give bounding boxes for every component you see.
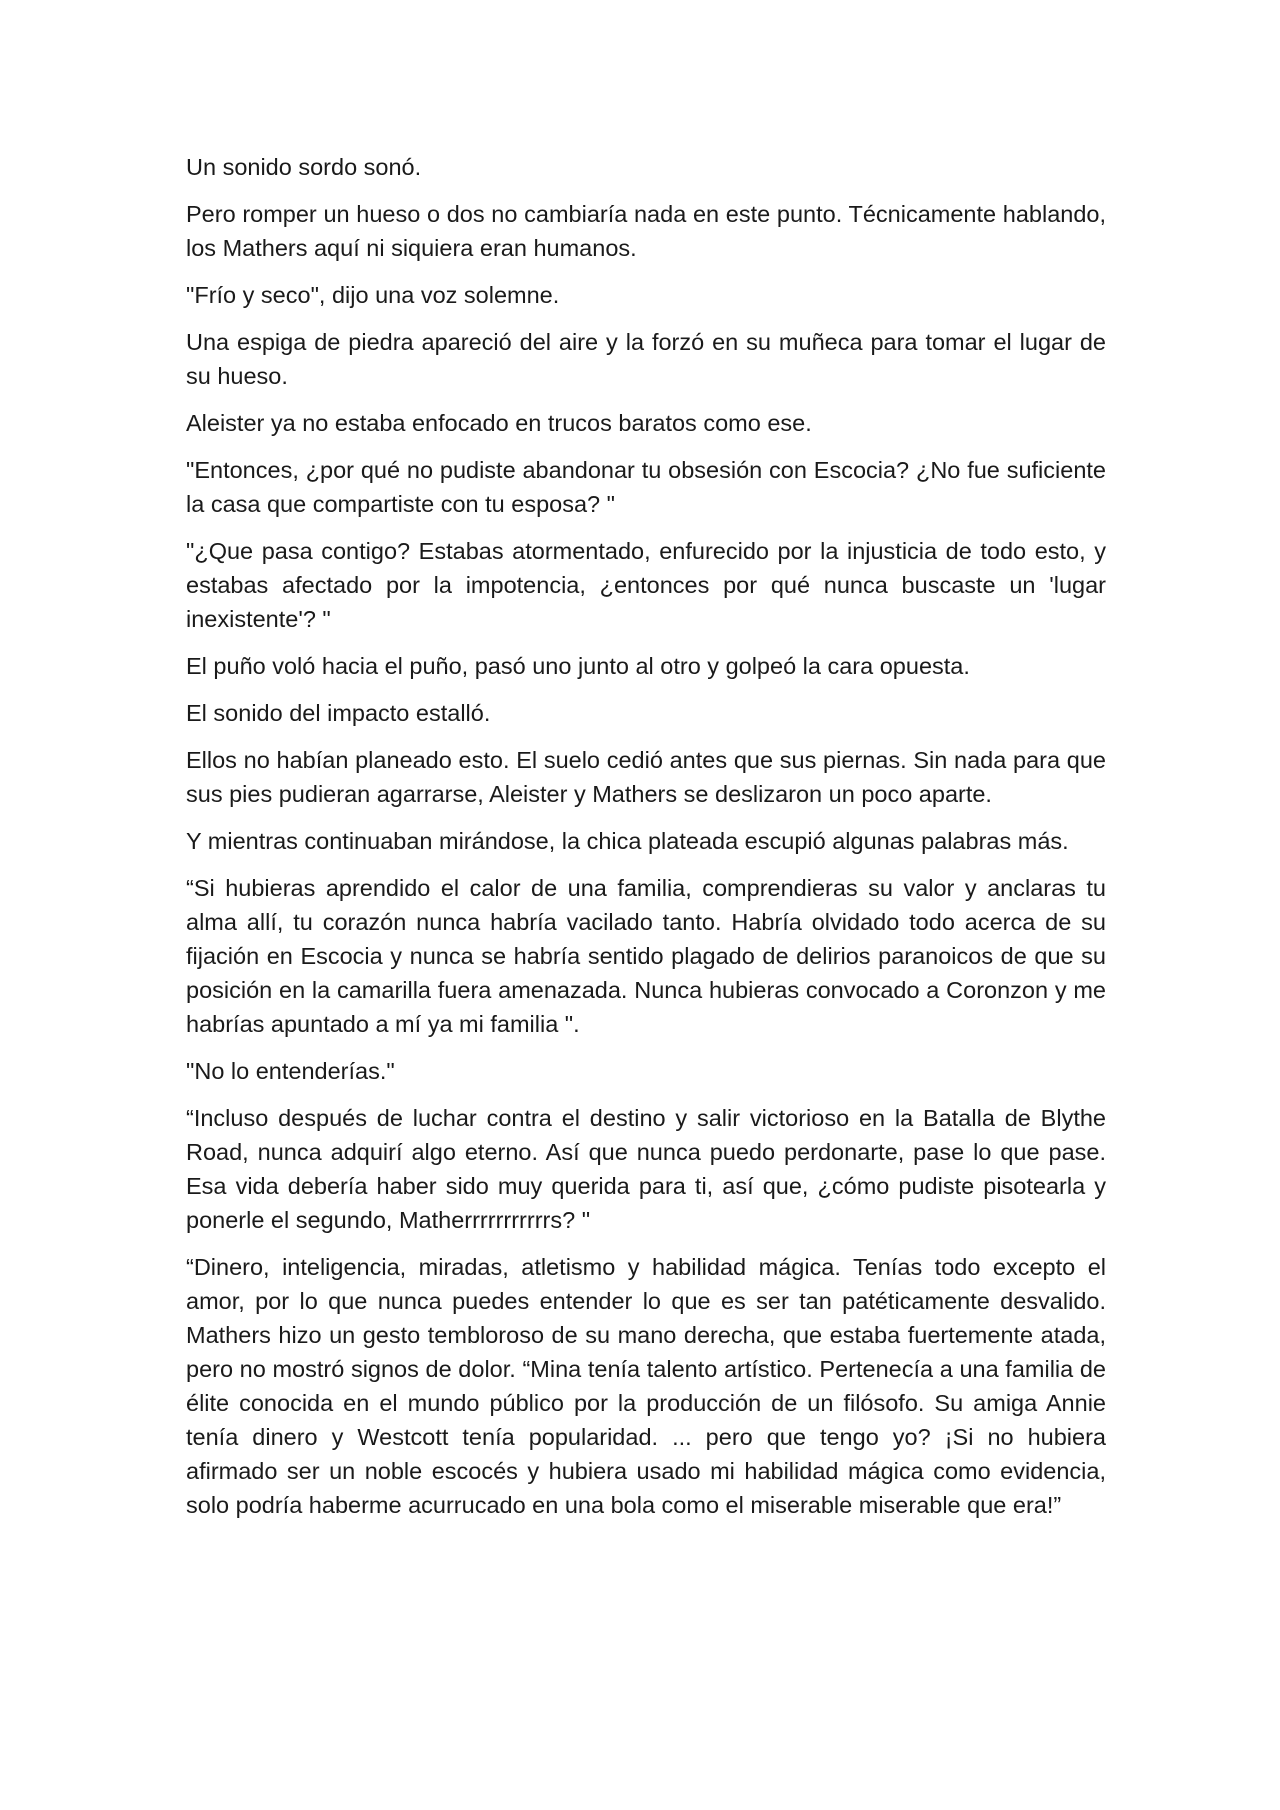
paragraph: Pero romper un hueso o dos no cambiaría nada en este punto. Técnicamente hablando, los Mathers aquí ni siquiera eran humanos.	[186, 201, 1106, 261]
paragraph: Una espiga de piedra apareció del aire y la forzó en su muñeca para tomar el lugar de su hueso.	[186, 329, 1106, 389]
paragraph: “Si hubieras aprendido el calor de una familia, comprendieras su valor y anclaras tu alma allí, tu corazón nunca habría vacilado tanto. Habría olvidado todo acerca de su fijación en Escocia y nunca se habría sentido plagado de delirios paranoicos de que su posición en la camarilla fuera amenazada. Nunca hubieras convocado a Coronzon y me habrías apuntado a mí ya mi familia ".	[186, 875, 1106, 1037]
paragraph: “Incluso después de luchar contra el destino y salir victorioso en la Batalla de Blythe Road, nunca adquirí algo eterno. Así que nunca puedo perdonarte, pase lo que pase. Esa vida debería haber sido muy querida para ti, así que, ¿cómo pudiste pisotearla y ponerle el segundo, Matherrrrrrrrrrrs? "	[186, 1105, 1106, 1233]
paragraph: Y mientras continuaban mirándose, la chica plateada escupió algunas palabras más.	[186, 828, 1069, 854]
document-body	[186, 150, 1106, 1535]
paragraph: "Frío y seco", dijo una voz solemne.	[186, 282, 560, 308]
paragraph: El sonido del impacto estalló.	[186, 700, 491, 726]
paragraph: “Dinero, inteligencia, miradas, atletismo y habilidad mágica. Tenías todo excepto el amor, por lo que nunca puedes entender lo que es ser tan patéticamente desvalido. Mathers hizo un gesto tembloroso de su mano derecha, que estaba fuertemente atada, pero no mostró signos de dolor. “Mina tenía talento artístico. Pertenecía a una familia de élite conocida en el mundo público por la producción de un filósofo. Su amiga Annie tenía dinero y Westcott tenía popularidad. ... pero que tengo yo? ¡Si no hubiera afirmado ser un noble escocés y hubiera usado mi habilidad mágica como evidencia, solo podría haberme acurrucado en una bola como el miserable miserable que era!”	[186, 1254, 1106, 1518]
paragraph: Un sonido sordo sonó.	[186, 154, 422, 180]
paragraph: "Entonces, ¿por qué no pudiste abandonar tu obsesión con Escocia? ¿No fue suficiente la casa que compartiste con tu esposa? "	[186, 457, 1106, 517]
paragraph: Aleister ya no estaba enfocado en trucos baratos como ese.	[186, 410, 812, 436]
paragraph: "No lo entenderías."	[186, 1058, 395, 1084]
paragraph: El puño voló hacia el puño, pasó uno junto al otro y golpeó la cara opuesta.	[186, 653, 970, 679]
paragraph: Ellos no habían planeado esto. El suelo cedió antes que sus piernas. Sin nada para que sus pies pudieran agarrarse, Aleister y Mathers se deslizaron un poco aparte.	[186, 747, 1106, 807]
paragraph: "¿Que pasa contigo? Estabas atormentado, enfurecido por la injusticia de todo esto, y estabas afectado por la impotencia, ¿entonces por qué nunca buscaste un 'lugar inexistente'? "	[186, 538, 1106, 632]
